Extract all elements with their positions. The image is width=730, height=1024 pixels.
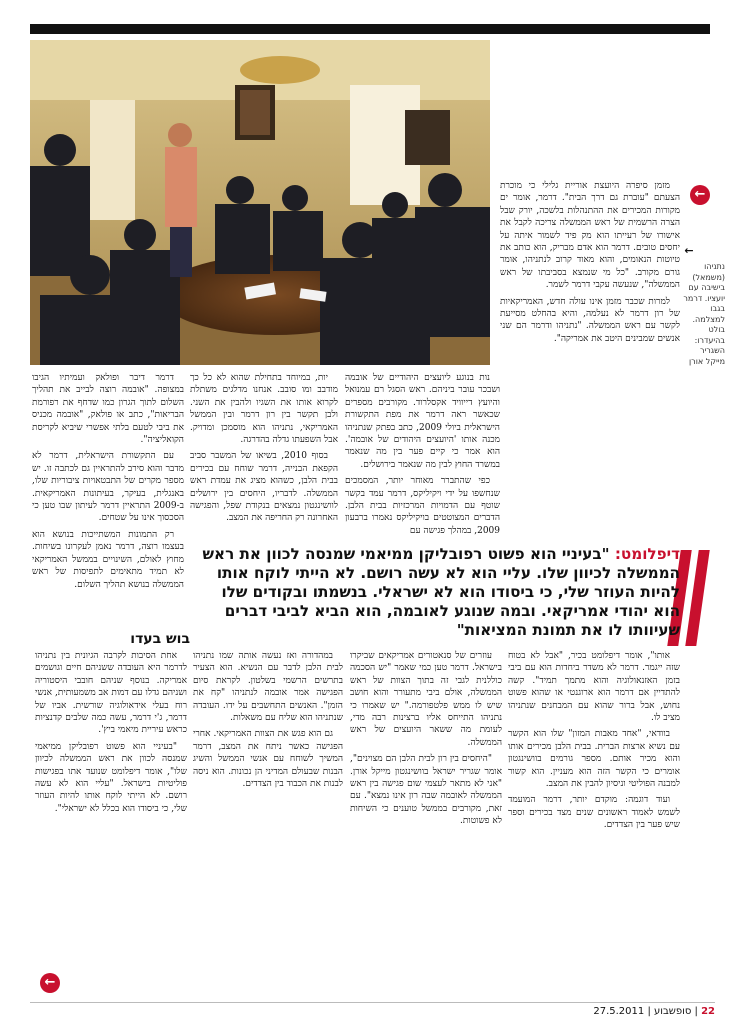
paragraph: אותו", אומר דיפלומט בכיר, "אבל לא בטוח שזה ייגמר. דרמר לא משדר ביחדות הוא עם ביבי בזמן האזנאולוגיה והוא מתמך תמיד". קשה להתדיין אם דרמר הוא ארוגנטי או שהוא פשוט נחוש, אבל ברור שהוא עם המבחנים שנתניהו מציב לו. (508, 651, 680, 724)
paragraph: עם התקשורת הישראלית, דרמר לא מדבר והוא סירב להתראיין גם לכתבה זו. יש מספר מקרים של התבטאויות ציבוריות שלו, באנגלית, בעיקר, בעיתונות האמריקאית. ב-2009 התראיין דרמר לעיתון שבו טען כי הסכסוך אינו על שטחים. (32, 451, 184, 524)
paragraph: דרמר דיבר ופולאק ועמיתיו הגיבו במצופה. "אובמה רוצה לבייב את תהליך השלום לתוך הגרון כמו שדחף את רפורמת הבריאות", כתב או פולאק, "אובמה מכניס את ביבי לטעם בלתי אפשרי שיביא לקריסת הקואליציה". (32, 373, 184, 446)
paragraph: ועוד דוגמה: מוקדם יותר, דרמר המועמד לשמש לאמוד ראשונים שנים מצד בכירים וספר שיש פער בין הצדדים. (508, 795, 680, 831)
lower-column-3 (350, 650, 502, 995)
pull-quote (200, 545, 680, 645)
upper-column-1 (32, 372, 184, 627)
right-paragraph-2: למרות שכבר מזמן אינו עולה חדש, האמריקאיות של רון דרמר לא נעלמה, והיא בהחלט מסייעת לקשר עם ראש הממשלה. "נתניהו ודרמר הם שני אנשים שמבינים היטב את אמריקה". (500, 296, 680, 344)
paragraph: במהדורה ואז נעשה אותה שמו נתניהו לבית הלבן לדבר עם הנשיא. הוא הצעיר בתרשים הרשמי בשלטון. לקראת סיום הפגישה אמר אובמה לנתניהו "קח את הזמן". האנשים התחשבים על ידו. העובדה שנתניהו הוא שליח עם משאלות. (193, 651, 343, 724)
arrow-left-icon: ← (690, 185, 710, 205)
issue-date: 27.5.2011 (593, 1006, 645, 1017)
page-footer (30, 1006, 715, 1020)
upper-column-2 (190, 372, 338, 540)
section-subhead: בוש בעדו (130, 631, 190, 647)
paragraph: עוזרים של סנאטורים אמריקאים שביקרו בישראל. דרמר טען כמי שאמר "יש הסכמה כוללנית לגבי זה בתוך הצוות של ראש הממשלה, אולם ביבי מתעורר והוא חושב שיש לו ממש פלטפורמה." יש שאמרו כי נתניהו התייחס אליו ברצינות רבה מדי, לעומת מה ששאר היועצים של ראש הממשלה. (350, 651, 502, 748)
quote-label: דיפלומט: (614, 545, 680, 563)
paragraph: "בעיניי הוא פשוט רפובליקן ממיאמי שמנסה לכוון את ראש הממשלה לכיוון שלו", אומר דיפלומט שנועד אתו בפגישות פוליטיות בישראל. "עליי הוא לא עשה רושם. לא הייתי לוקח אותו להיות העוזר שלי, כי ביסודו הוא בכלל לא ישראלי". (35, 741, 187, 814)
upper-column-3 (345, 372, 500, 540)
photo-caption: נתניהו (משמאל) בישיבה עם יועציו. דרמר בגבו למצלמה. בולט בהיעדרו: השגריר מייקל אורן (683, 262, 725, 366)
meeting-photo (30, 40, 490, 365)
right-column-text (500, 180, 680, 380)
continue-arrow-icon: ← (40, 973, 60, 993)
right-paragraph-1: מזמן סיפרה היועצת אוריית גלילי כי מוכרת הצעתם "עוברת גם דרך הבית". דרמר, אומר ים מקורות המכירים את ההתנהלות בלשכה, יורק שבל הצרה הרשמית של ראש הממשלה צריכה לקבל את אישורו של רעייתו הוא מק פיד לשמור איתה על יחסים טובים. דרמר הוא אדם מבריק, הוא כותב את טיוטות הנאומים, והוא מאוד קרוב לנתניהו, אומר גורם מקורב. "כל מי שנמצא בסביבתו של ראש הממשלה", שנעשה עקבי דרמר לשמר. (500, 181, 680, 291)
paragraph: גם הוא פגש את הצוות האמריקאי. אחרי הפגישה כאשר ניתח את המצב, דרמר המשיך לשוחח עם אנשי הממשל והשיג הבנות שבעולם המדיני הן נכונות. הוא ניסה לבנות את הכבוד בין הצדדים. (193, 729, 343, 790)
paragraph: רק התמונות המשתייכות בנושא הוא בעצמו רוצה, דרמר נאמן לעקרונו בשיחות. מחוץ לאולם, השינויים בממשל האמריקאי לא תמיד מתאימים לתפיסות של ראש הממשלה בנושא תהליך השלום. (32, 529, 184, 590)
page-number: 22 (701, 1006, 715, 1017)
paragraph: "היחסים בין רון לבית הלבן הם מצוינים", אומר שגריר ישראל בוושינגטון מייקל אורן. "אני לא מתאר לעצמי שום פגישה בין ראש הממשלה לאובמה שבה רון אינו נמצא". עם זאת, מקורבים בממשל טוענים כי השיחות לא פשוטות. (350, 754, 502, 827)
caption-arrow-icon: ← (684, 244, 694, 257)
top-bar (30, 24, 710, 34)
footer-separator: | (644, 1006, 651, 1017)
paragraph: יות, במיוחד בתחילת שהוא לא כל כך מודבב ומו סובב. אנחנו מדלגים משתלת לקרוא אותו את השגיו ולהבין את השני. ולבן תקשר בין רון דרמר ובין הממשל האמריקאי, נתניהו הוא מוסמכן ומדויק. אבל השפעתו גדלה בהדרגה. (190, 373, 338, 446)
paragraph: אחת הסיבות לקרבה הגיונית בין נתניהו לדרמר היא העובדה ששניהם חיים וגושמים אמריקה. בנוסף שניהם חובבי היסטוריה ושניהם גדלו עם דמות אב משמעותית, אנשי רוח בעלי אידאולוגיה שורשית. אביו של דרמר, ג'י דרמר, עשה כמה שלבים קדנציות כראש עיריית מיאמי ביץ'. (35, 651, 187, 736)
magazine-name: סופשבוע (654, 1006, 692, 1017)
footer-rule (30, 1002, 715, 1003)
paragraph: בוודאי, "אחד מאבות המזון" שלו הוא הקשר עם נשיא ארצות הברית. בבית הלבן מכירים אותו והוא מכיר אותם. מספר גורמים בוושינגטון אומרים כי הקשר הזה הוא מעניין. הוא קשור למבנה הפוליטי וניסיון להבין את המצב. (508, 729, 680, 790)
paragraph: נות בנוגע ליועצים היהודיים של אובמה ושבכר עובר ביניהם. ראש הסגל רם עמנואל והיועץ דייוויד אקסלרוד. מקורבים מספרים שכאשר ראה דרמר את מפת התקשורת הישראלית ביולי 2009, כתב בפתק שנתניהו מכנה אותו 'היועצים היהודים של אובמה'. הוא אמר כי קיים פער בין מה שנאמר במשרד החוץ לבין מה שנאמר בירושלים. (345, 373, 500, 470)
lower-column-4 (508, 650, 680, 995)
paragraph: בסוף 2010, בשיאו של המשבר סביב הקפאת הבנייה, דרמר שוחח עם בכירים בבית הלבן, כשהוא מציג את עמדת ראש הממשלה. לדבריו, היחסים בין ירושלים לוושינגטון נמצאים בנקודת שפל, והפגישה האחרונה רק החריפה את המצב. (190, 451, 338, 524)
lower-column-1 (35, 650, 187, 970)
lower-column-2 (193, 650, 343, 995)
paragraph: כפי שהתברר מאוחר יותר, המסמכים שנחשפו על ידי ויקיליקס, דרמר עמד בקשר שוטף עם הדמויות המרכזיות בבית הלבן. הדברים המצוטטים בויקיליקס נאמרו ברבעון 2009, במהלך פגישה עם (345, 476, 500, 536)
quote-text: "בעיניי הוא פשוט רפובליקן ממיאמי שמנסה לכוון את ראש הממשלה לכיוון שלו. עליי הוא לא עשה רושם. לא הייתי לוקח אותו להיות העוזר שלי, כי ביסודו הוא לא ישראלי. בנשמתו ובקודים שלו הוא יהודי אמריקאי. ובמה שנוגע לאובמה, הוא הביא לביבי דברים שעיוותו לו את תמונת המציאות" (202, 545, 680, 639)
footer-separator: | (691, 1006, 698, 1017)
